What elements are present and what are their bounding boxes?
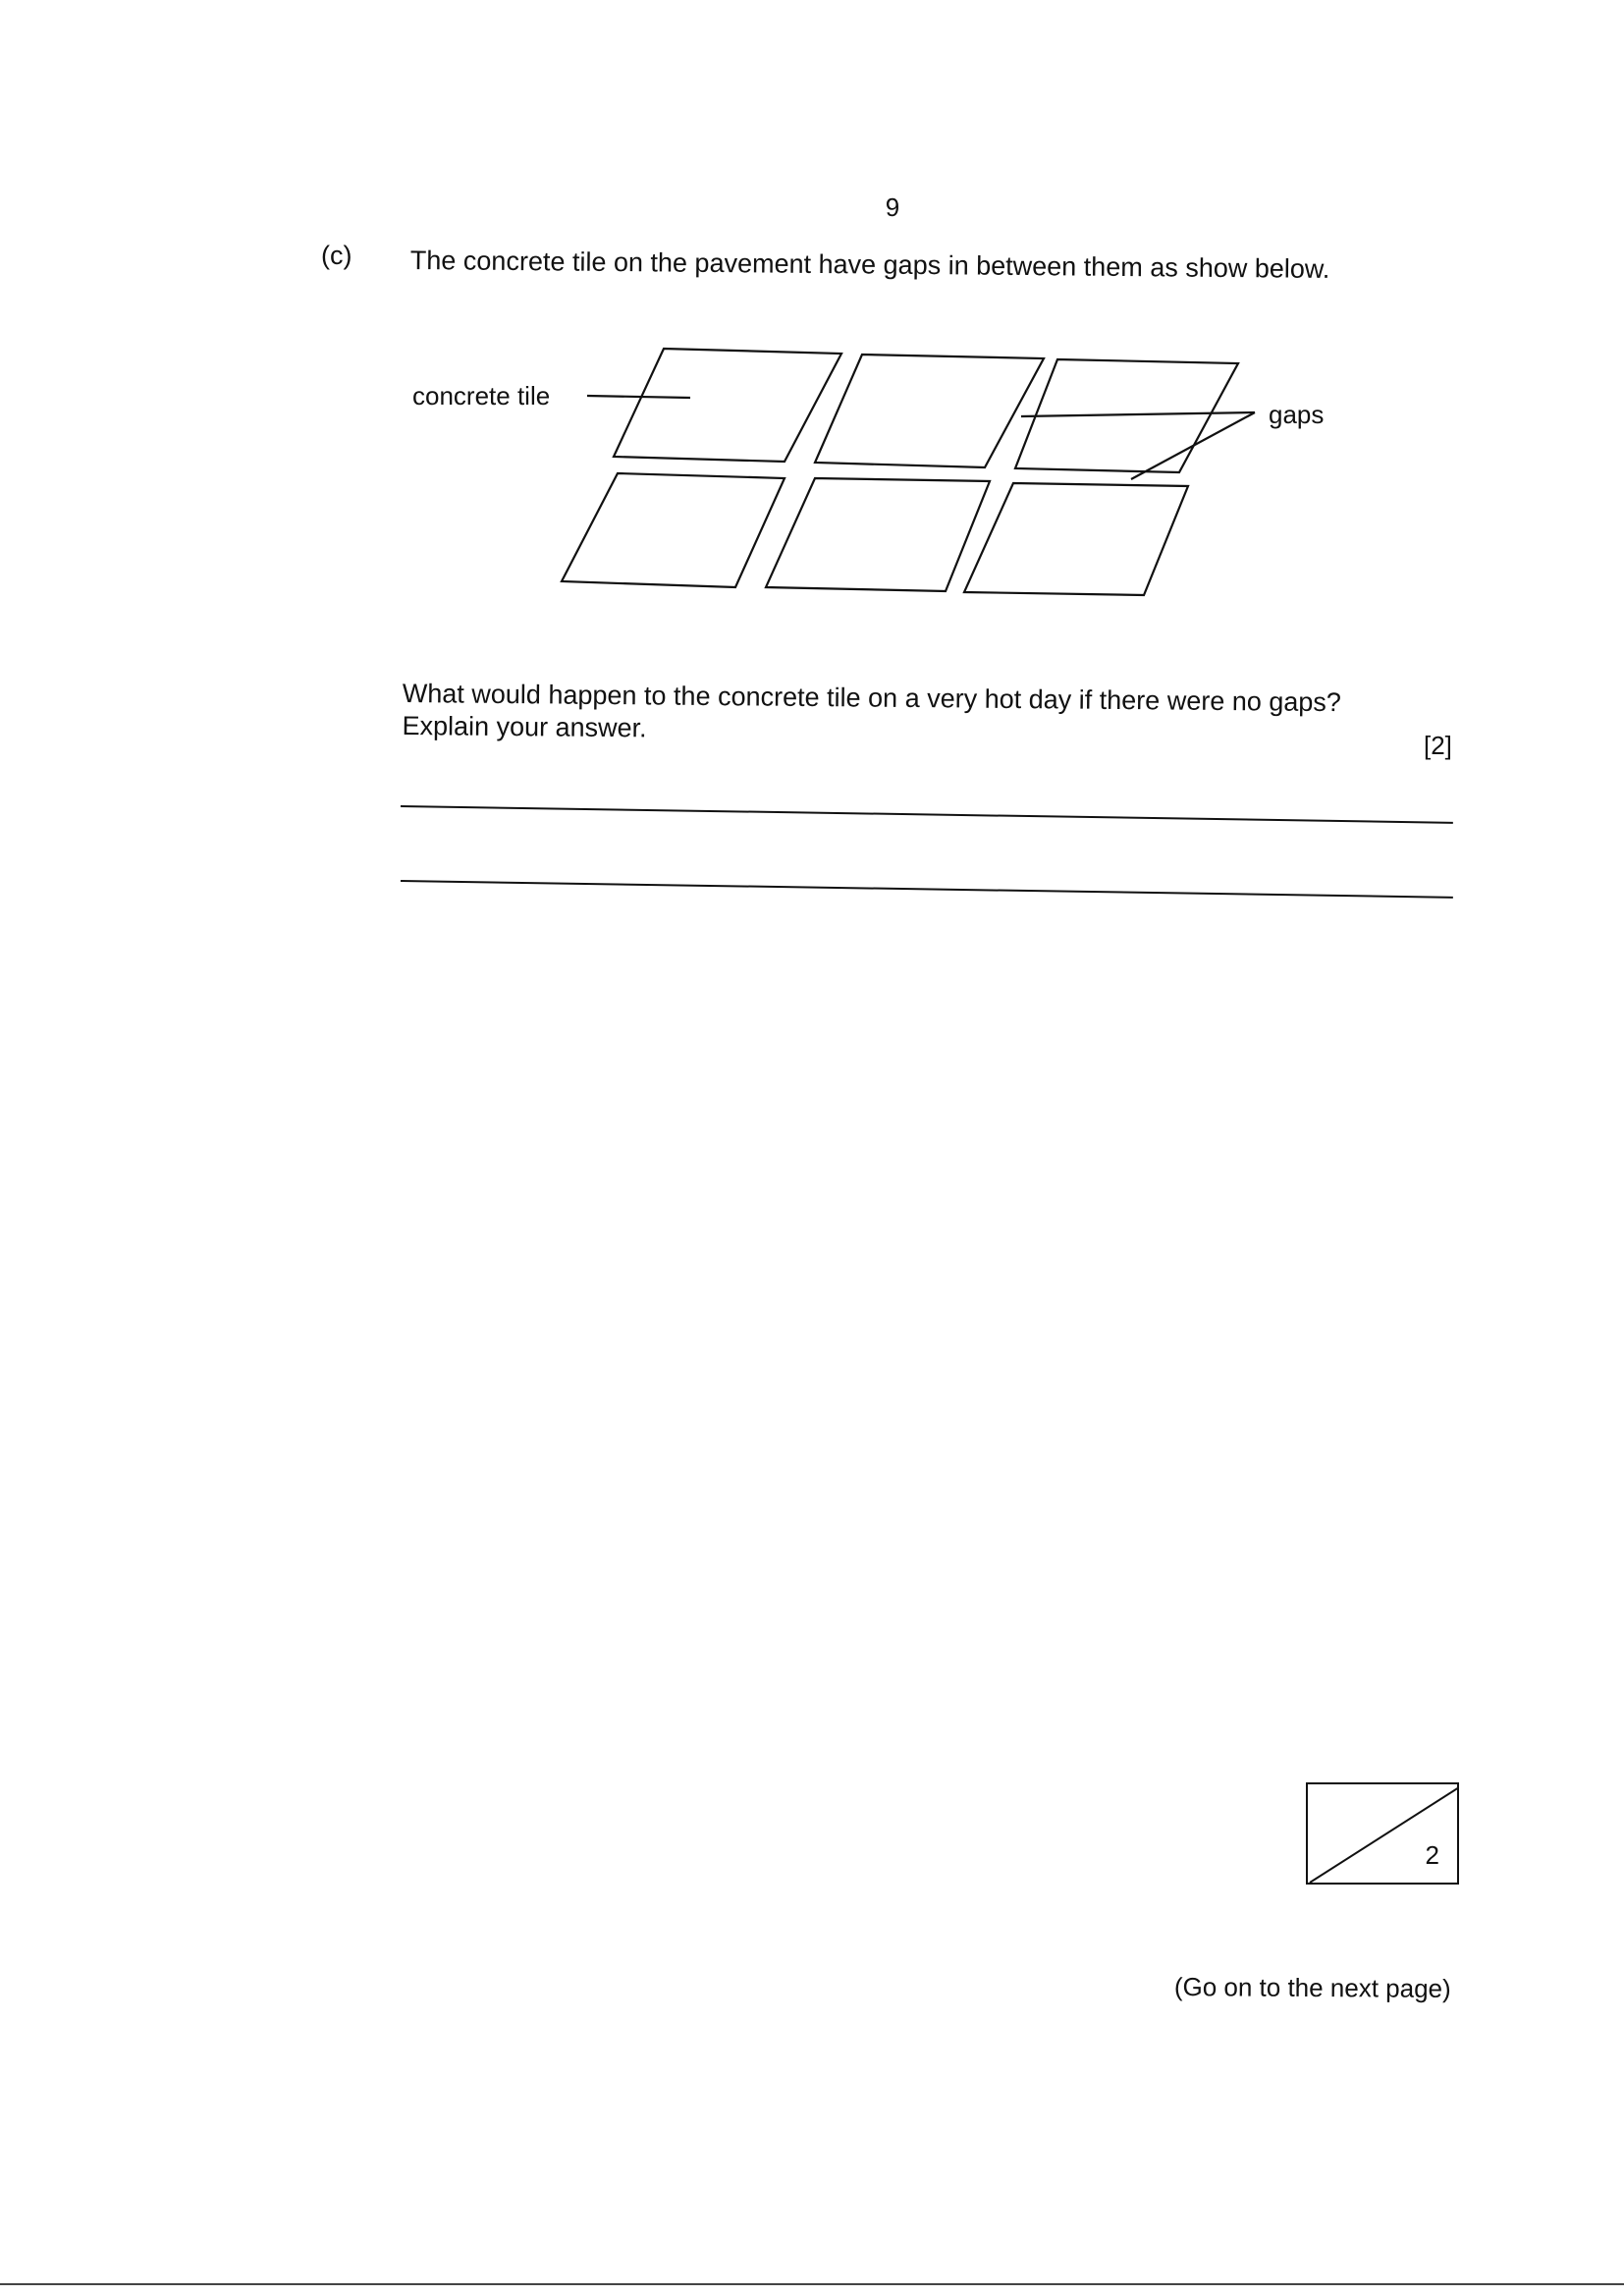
tile-top-left <box>614 349 841 462</box>
tile-bottom-right <box>964 483 1188 595</box>
answer-line-1[interactable] <box>401 805 1453 824</box>
bottom-rule <box>0 2283 1624 2285</box>
marks-allocation: [2] <box>1424 731 1452 760</box>
score-box <box>1306 1782 1459 1885</box>
go-on-note: (Go on to the next page) <box>1173 1972 1451 2003</box>
score-box-value: 2 <box>1425 1840 1439 1870</box>
question-prompt <box>402 678 1341 751</box>
answer-line-2[interactable] <box>401 880 1453 899</box>
tile-label: concrete tile <box>412 381 551 410</box>
question-text: The concrete tile on the pavement have gaps in between them as show below. <box>409 246 1330 284</box>
tile-bottom-middle <box>766 478 990 591</box>
gaps-leader-lower <box>1131 412 1255 479</box>
prompt-line-1: What would happen to the concrete tile on a very hot day if there were no gaps? <box>402 678 1342 718</box>
tile-top-middle <box>815 355 1044 467</box>
question-label: (c) <box>321 241 352 270</box>
prompt-line-2: Explain your answer. <box>402 710 647 743</box>
tile-top-right <box>1015 359 1238 472</box>
gaps-leader-upper <box>1021 412 1255 416</box>
gaps-label: gaps <box>1269 400 1325 429</box>
page-number: 9 <box>885 192 900 222</box>
tile-bottom-left <box>562 473 785 587</box>
tile-label-leader <box>587 396 690 398</box>
